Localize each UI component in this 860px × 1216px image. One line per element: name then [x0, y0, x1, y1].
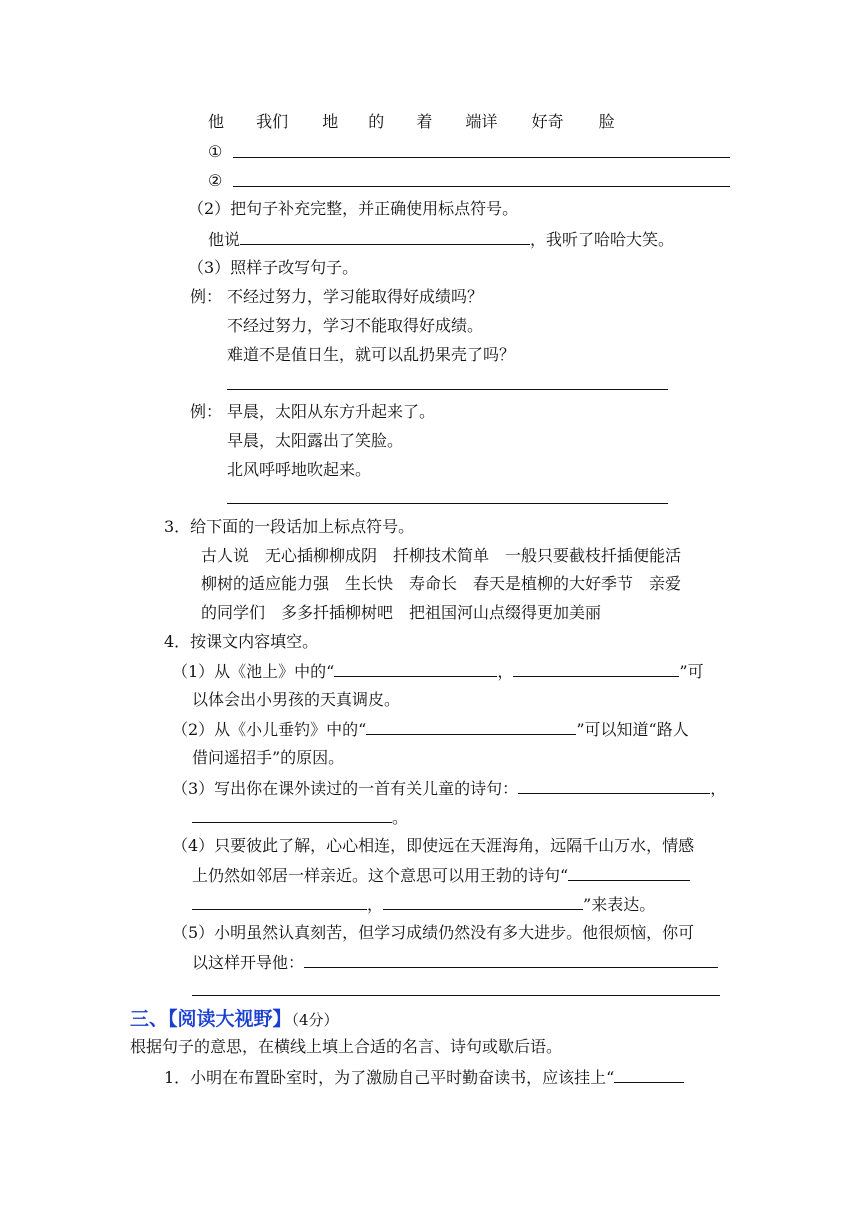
fill-title: 4．按课文内容填空。 — [164, 632, 319, 651]
section-score: （4分） — [291, 1011, 339, 1029]
example2-task: 北风呼呼地吹起来。 — [227, 460, 372, 479]
example1-task: 难道不是值日生，就可以乱扔果壳了吗？ — [227, 345, 516, 364]
answer-line-2[interactable] — [233, 186, 730, 187]
fill-item-5-cont: 以这样开导他： — [192, 951, 718, 974]
example1-rewritten: 不经过努力，学习不能取得好成绩。 — [227, 316, 484, 335]
punctuation-text-line: 柳树的适应能力强 生长快 寿命长 春天是植柳的大好季节 亲爱 — [201, 574, 682, 593]
fill-item-1-cont: 以体会出小男孩的天真调皮。 — [192, 690, 401, 709]
word: 他 — [208, 112, 225, 131]
section-intro: 根据句子的意思，在横线上填上合适的名言、诗句或歇后语。 — [130, 1037, 563, 1056]
section-heading — [130, 1006, 339, 1033]
word: 脸 — [598, 112, 615, 131]
fill-blank[interactable] — [383, 893, 583, 910]
answer-number-1: ① — [208, 142, 223, 161]
word: 我们 — [256, 112, 289, 131]
section-title: 三、【阅读大视野】 — [130, 1008, 292, 1030]
fill-blank[interactable] — [192, 893, 367, 910]
word: 好奇 — [531, 112, 564, 131]
fill-item-4-cont2: ， ”来表达。 — [192, 893, 655, 916]
fill-blank[interactable] — [334, 660, 497, 677]
fill-item-4-cont: 上仍然如邻居一样亲近。这个意思可以用王勃的诗句“ — [192, 864, 690, 887]
punctuation-text-line: 古人说 无心插柳柳成阴 扦柳技术简单 一般只要截枝扦插便能活 — [201, 546, 682, 565]
example2-rewritten: 早晨，太阳露出了笑脸。 — [227, 431, 404, 450]
word: 着 — [416, 112, 433, 131]
fill-blank[interactable] — [518, 777, 710, 794]
word: 地 — [322, 112, 339, 131]
q2-sentence: 他说 ，我听了哈哈大笑。 — [208, 230, 675, 249]
fill-item-1: （1）从《池上》中的“ ， ”可 — [172, 662, 704, 681]
example1-answer-line[interactable] — [227, 389, 668, 390]
answer-number-2: ② — [208, 171, 223, 190]
fill-item-5-line[interactable] — [192, 995, 720, 996]
example-tag: 例： — [190, 402, 223, 421]
fill-item-3-cont: 。 — [192, 806, 408, 829]
section-question-1: 1．小明在布置卧室时，为了激励自己平时勤奋读书，应该挂上“ — [164, 1066, 684, 1089]
fill-blank[interactable] — [192, 806, 392, 823]
example2-answer-line[interactable] — [227, 503, 668, 504]
fill-item-3: （3）写出你在课外读过的一首有关儿童的诗句： ， — [172, 779, 727, 798]
fill-item-5: （5）小明虽然认真刻苦，但学习成绩仍然没有多大进步。他很烦恼，你可 — [172, 923, 695, 942]
fill-item-4: （4）只要彼此了解，心心相连，即使远在天涯海角，远隔千山万水，情感 — [172, 836, 695, 855]
q2-blank[interactable] — [240, 228, 530, 245]
fill-blank[interactable] — [304, 951, 718, 968]
q3-label: （3）照样子改写句子。 — [188, 258, 359, 277]
example-tag: 例： — [190, 287, 223, 306]
fill-blank[interactable] — [568, 864, 690, 881]
fill-blank[interactable] — [366, 718, 576, 735]
q2-label: （2）把句子补充完整，并正确使用标点符号。 — [188, 199, 519, 218]
example1-original: 不经过努力，学习能取得好成绩吗？ — [227, 287, 484, 306]
punctuation-title: 3．给下面的一段话加上标点符号。 — [164, 517, 415, 536]
fill-item-2-cont: 借问遥招手”的原因。 — [192, 748, 345, 767]
fill-blank[interactable] — [513, 660, 679, 677]
example2-original: 早晨，太阳从东方升起来了。 — [227, 402, 436, 421]
answer-line-1[interactable] — [233, 157, 730, 158]
word: 的 — [368, 112, 385, 131]
fill-item-2: （2）从《小儿垂钓》中的“ ”可以知道“路人 — [172, 720, 689, 739]
word-bank — [208, 111, 615, 133]
punctuation-text-line: 的同学们 多多扦插柳树吧 把祖国河山点缀得更加美丽 — [201, 603, 602, 622]
word: 端详 — [465, 112, 498, 131]
fill-blank[interactable] — [614, 1066, 684, 1083]
